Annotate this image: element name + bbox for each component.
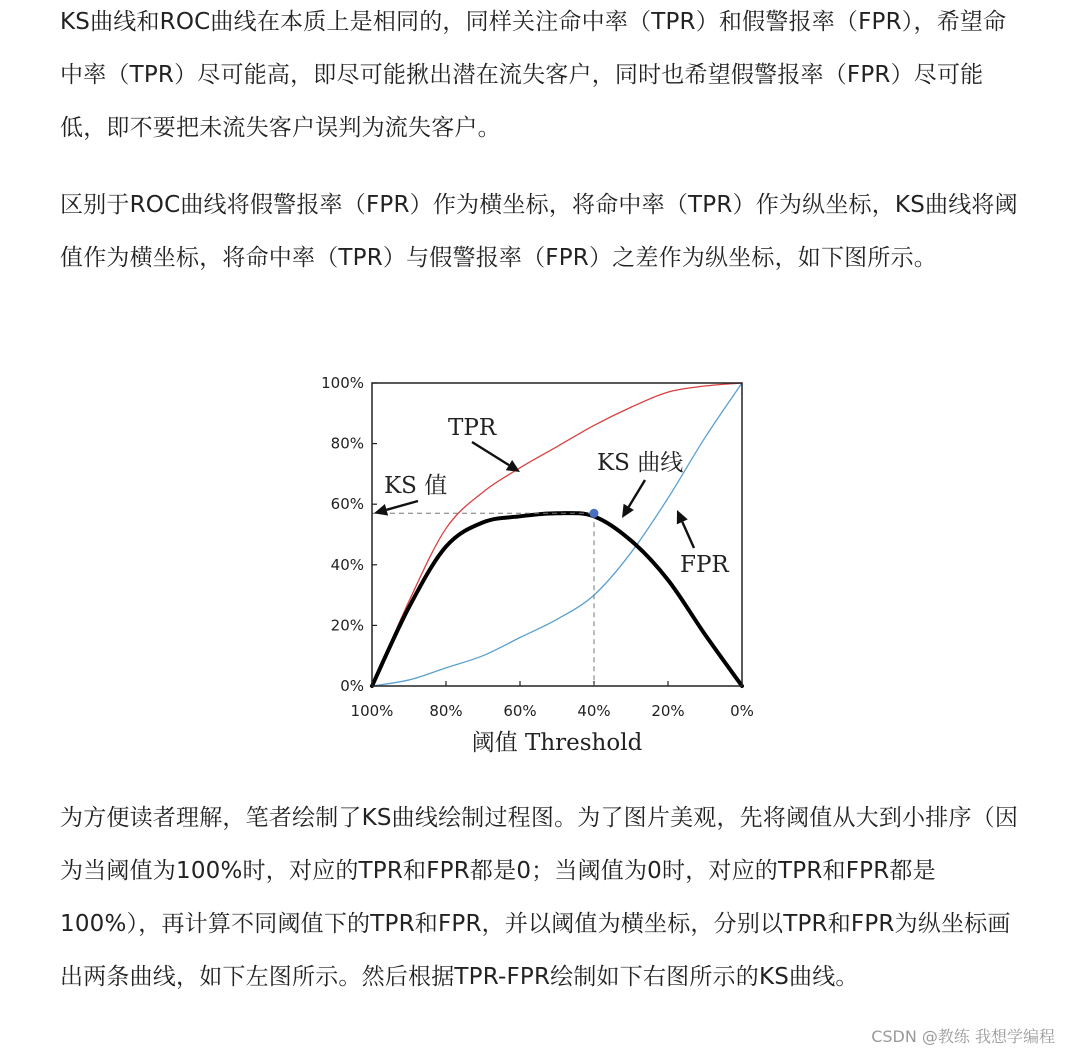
y-tick-label: 40% [330, 555, 364, 574]
y-tick-label: 0% [340, 677, 364, 695]
x-tick-label: 20% [651, 702, 685, 720]
y-tick-label: 20% [330, 616, 364, 635]
csdn-watermark: CSDN @教练 我想学编程 [871, 1027, 1055, 1046]
tpr-curve [372, 383, 742, 686]
x-tick-label: 40% [577, 702, 611, 720]
ks-curve-chart [300, 370, 780, 770]
ks-max-point [590, 509, 599, 518]
ks-value-annotation-label: KS 值 [384, 473, 448, 499]
ks-curve-arrow-shaft [629, 480, 645, 507]
fpr-arrow-shaft [682, 522, 694, 548]
tpr-arrow-head [506, 460, 520, 472]
x-tick-label: 60% [503, 702, 537, 720]
x-tick-label: 80% [429, 702, 463, 720]
fpr-curve [372, 383, 742, 686]
ks-value-arrow-head [374, 504, 388, 516]
ks-vs-roc-paragraph: 区别于ROC曲线将假警报率（FPR）作为横坐标，将命中率（TPR）作为纵坐标，KS曲线将阈值作为横坐标，将命中率（TPR）与假警报率（FPR）之差作为纵坐标，如下图所示。 [60, 192, 1018, 271]
y-tick-label: 80% [330, 434, 364, 453]
ks-curve-annotation-label: KS 曲线 [597, 450, 684, 476]
intro-paragraph: KS曲线和ROC曲线在本质上是相同的，同样关注命中率（TPR）和假警报率（FPR），希望命中率（TPR）尽可能高，即尽可能揪出潜在流失客户，同时也希望假警报率（FPR）尽可能低，即不要把未流失客户误判为流失客户。 [60, 9, 1007, 141]
process-paragraph: 为方便读者理解，笔者绘制了KS曲线绘制过程图。为了图片美观，先将阈值从大到小排序（因为当阈值为100%时，对应的TPR和FPR都是0；当阈值为0时，对应的TPR和FPR都是100%），再计算不同阈值下的TPR和FPR，并以阈值为横坐标，分别以TPR和FPR为纵坐标画出两条曲线，如下左图所示。然后根据TPR-FPR绘制如下右图所示的KS曲线。 [60, 805, 1019, 990]
tpr-arrow-shaft [472, 442, 509, 465]
x-tick-label: 100% [350, 702, 394, 720]
tpr-annotation-label: TPR [448, 415, 497, 441]
y-tick-label: 60% [330, 495, 364, 514]
x-axis-label: 阈值 Threshold [471, 730, 643, 756]
fpr-annotation-label: FPR [680, 552, 729, 578]
ks-curve-figure [300, 370, 780, 770]
ks-curve [372, 513, 742, 686]
x-tick-label: 0% [730, 702, 754, 720]
ks-value-arrow-shaft [387, 501, 418, 510]
plot-frame [372, 383, 742, 686]
y-tick-label: 100% [321, 374, 364, 392]
